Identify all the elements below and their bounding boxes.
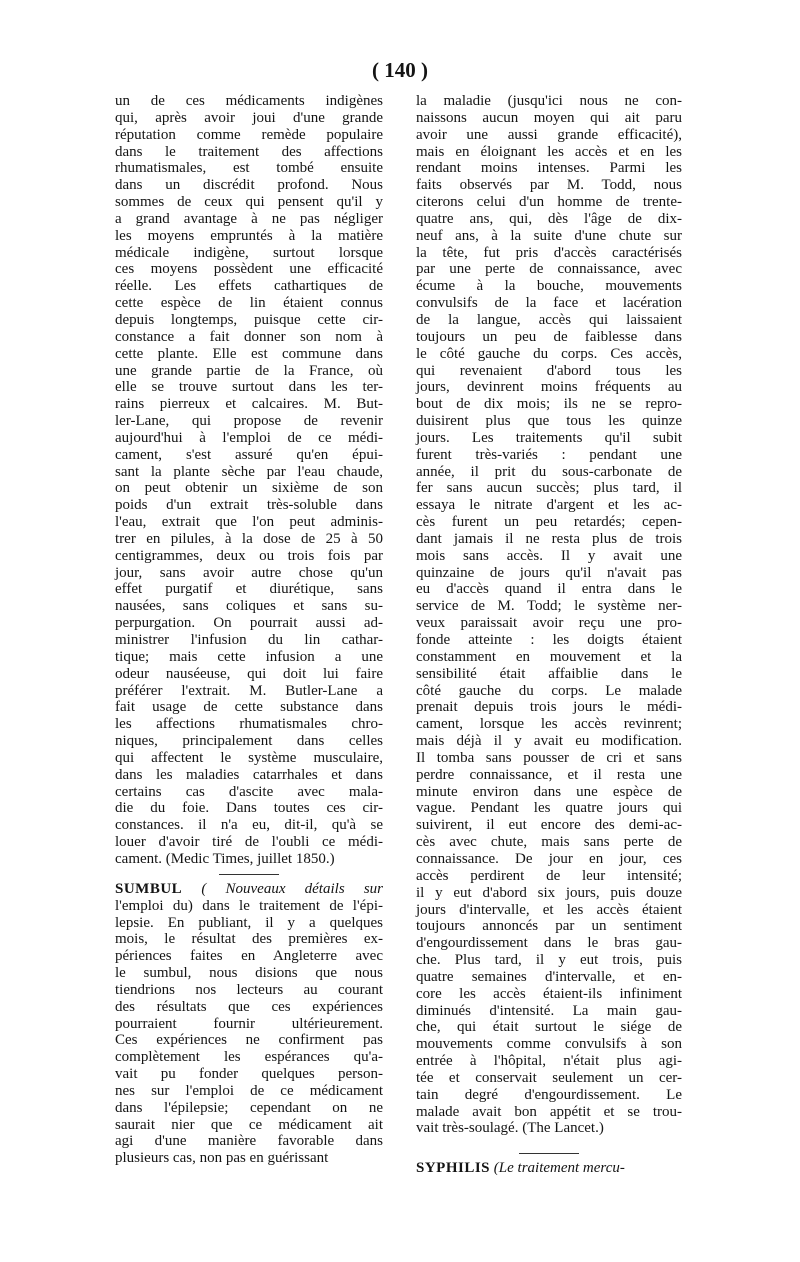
text-line: aujourd'hui à l'emploi de ce médi- (115, 429, 383, 446)
text-line: trer en pilules, à la dose de 25 à 50 (115, 530, 383, 547)
text-line: un de ces médicaments indigènes (115, 93, 383, 109)
text-line: toujours un peu de faiblesse dans (416, 328, 682, 345)
text-line: elle se trouve surtout dans les ter- (115, 379, 383, 396)
text-line: mais déjà il y avait eu modification. (416, 733, 682, 750)
text-line: cès avec chute, mais sans perte de (416, 834, 682, 851)
text-line: le côté gauche du corps. Ces accès, (416, 345, 682, 362)
page-number: ( 140 ) (372, 58, 428, 82)
text-line: médicale indigène, surtout lorsque (115, 244, 383, 261)
text-line: minute environ dans une espèce de (416, 783, 682, 800)
text-line: tain degré d'engourdissement. Le (416, 1086, 682, 1103)
text-line: prenait depuis trois jours le médi- (416, 699, 682, 716)
text-line: diminués d'intensité. La main gau- (416, 1002, 682, 1019)
text-line: accès perdirent de leur intensité; (416, 867, 682, 884)
text-line: core les accès étaient-ils infiniment (416, 985, 682, 1002)
text-line: veux paraissait avoir reçu une pro- (416, 615, 682, 632)
text-line: toujours annoncés par un sentiment (416, 918, 682, 935)
text-line: sommes de ceux qui pensent qu'il y (115, 194, 383, 211)
text-line: jours, devinrent moins fréquents au (416, 379, 682, 396)
text-line: Ces expériences ne confirment pas (115, 1032, 383, 1049)
text-line: tée et conservait seulement un cer- (416, 1069, 682, 1086)
text-line: perdre connaissance, et il resta une (416, 766, 682, 783)
text-line: agi d'une manière favorable dans (115, 1133, 383, 1150)
text-line: les affections rhumatismales chro- (115, 716, 383, 733)
text-line: constance a fait donner son nom à (115, 328, 383, 345)
text-line: ministrer l'infusion du lin cathar- (115, 632, 383, 648)
text-line: tiendrions nos lecteurs au courant (115, 981, 383, 998)
text-line: dant jamais il ne resta plus de trois (416, 530, 682, 547)
text-line: cette espèce de lin étaient connus (115, 295, 383, 312)
text-line: côté gauche du corps. Le malade (416, 682, 682, 699)
text-line: périences faites en Angleterre avec (115, 948, 383, 965)
text-line: essaya le nitrate d'argent et les ac- (416, 497, 682, 514)
article-head-rest: (Le traitement mercu- (490, 1160, 625, 1177)
text-line: la maladie (jusqu'ici nous ne con- (416, 93, 682, 109)
right-column (416, 93, 682, 1177)
text-line: perpurgation. On pourrait aussi ad- (115, 615, 383, 632)
text-line: écume à la bouche, mouvements (416, 278, 682, 295)
text-line: complètement les espérances qu'a- (115, 1049, 383, 1066)
text-line: citerons celui d'un homme de trente- (416, 194, 682, 211)
right-paragraph-1 (416, 93, 682, 1137)
article-heading-line (115, 881, 383, 898)
text-line: die du foie. Dans toutes ces cir- (115, 800, 383, 817)
text-line: rhumatismales, est tombé ensuite (115, 160, 383, 177)
text-line: entrée à l'hôpital, n'était plus agi- (416, 1053, 682, 1070)
text-line: sant la plante sèche par l'eau chaude, (115, 463, 383, 480)
text-line: ler-Lane, qui propose de revenir (115, 413, 383, 430)
text-line: sensibilité était affaiblie dans le (416, 665, 682, 682)
article-head-word: SUMBUL (115, 880, 183, 897)
text-line: louer d'avoir tiré de l'oubli ce médi- (115, 834, 383, 851)
text-line: par une perte de connaissance, avec (416, 261, 682, 278)
text-line: jour, sans avoir autre chose qu'un (115, 564, 383, 581)
text-line: vait très-soulagé. (The Lancet.) (416, 1120, 604, 1137)
text-line: dans les maladies catarrhales et dans (115, 766, 383, 783)
text-line: des résultats que ces expériences (115, 998, 383, 1015)
text-line: convulsifs de la face et lacération (416, 295, 682, 312)
text-line: mois sans accès. Il y avait une (416, 547, 682, 564)
text-line: che, qui était surtout le siége de (416, 1019, 682, 1036)
text-line: qui affectent le système musculaire, (115, 749, 383, 766)
text-line: jours d'intervalle, et les accès étaient (416, 901, 682, 918)
text-line: ces moyens possèdent une efficacité (115, 261, 383, 278)
text-line: avoir une aussi grande efficacité), (416, 126, 682, 143)
text-line: centigrammes, deux ou trois fois par (115, 547, 383, 564)
text-line: nes sur l'emploi de ce médicament (115, 1082, 383, 1099)
article-head-word: SYPHILIS (416, 1160, 491, 1177)
text-line: duisirent plus que tous les quinze (416, 413, 682, 430)
text-line: l'emploi du) dans le traitement de l'épi- (115, 897, 383, 914)
text-line: naissons aucun moyen qui ait paru (416, 109, 682, 126)
text-line: bout de dix mois; ils ne se repro- (416, 396, 682, 413)
text-line: quatre semaines d'intervalle, et en- (416, 968, 682, 985)
text-line: cette plante. Elle est commune dans (115, 345, 383, 362)
text-line: cès furent un peu retardés; cepen- (416, 514, 682, 531)
article-head-rest: ( Nouveaux détails sur (182, 880, 383, 897)
text-line: rains pierreux et calcaires. M. But- (115, 396, 383, 413)
left-paragraph-2 (115, 898, 383, 1168)
section-divider (519, 1153, 579, 1154)
text-line: dans le traitement des affections (115, 143, 383, 160)
text-line: jours. Les traitements qu'il subit (416, 429, 682, 446)
text-line: réelle. Les effets cathartiques de (115, 278, 383, 295)
text-line: depuis longtemps, puisque cette cir- (115, 311, 383, 328)
text-line: une grande partie de la France, où (115, 362, 383, 379)
sumbul-article (115, 881, 383, 1167)
text-line: suivirent, il eut encore des demi-ac- (416, 817, 682, 834)
text-line: qui revenaient d'abord tous les (416, 362, 682, 379)
text-line: la tête, fut pris d'accès caractérisés (416, 244, 682, 261)
text-line: faits observés par M. Todd, nous (416, 177, 682, 194)
text-line: certains cas d'ascite avec mala- (115, 783, 383, 800)
text-line: mois, le résultat des premières ex- (115, 931, 383, 948)
text-line: effet purgatif et diurétique, sans (115, 581, 383, 598)
left-column (115, 93, 383, 1167)
text-line: fait usage de cette substance dans (115, 699, 383, 716)
text-line: che. Plus tard, il y eut trois, puis (416, 952, 682, 969)
text-line: préférer l'extrait. M. Butler-Lane a (115, 682, 383, 699)
text-line: lepsie. En publiant, il y a quelques (115, 914, 383, 931)
text-line: d'engourdissement dans le bras gau- (416, 935, 682, 952)
paragraph-gap (416, 1137, 682, 1147)
text-line: a grand avantage à ne pas négliger (115, 210, 383, 227)
text-line: constances. il n'a eu, dit-il, qu'à se (115, 817, 383, 834)
section-divider (219, 874, 279, 875)
text-line: quatre ans, qui, dès l'âge de dix- (416, 210, 682, 227)
text-line: on peut obtenir un sixième de son (115, 480, 383, 497)
text-line: dans un discrédit profond. Nous (115, 177, 383, 194)
text-line: fer sans aucun succès; plus tard, il (416, 480, 682, 497)
text-line: constamment en mouvement et la (416, 648, 682, 665)
text-line: cament, s'est assuré qu'en épui- (115, 446, 383, 463)
text-line: l'eau, extrait que l'on peut adminis- (115, 514, 383, 531)
text-line: mouvements comme convulsifs à son (416, 1036, 682, 1053)
text-line: cament, lorsque les accès revinrent; (416, 716, 682, 733)
text-line: cament. (Medic Times, juillet 1850.) (115, 850, 335, 867)
text-line: vague. Pendant les quatre jours qui (416, 800, 682, 817)
text-line: vait pu fonder quelques person- (115, 1066, 383, 1083)
text-line: poids d'un extrait très-soluble dans (115, 497, 383, 514)
text-line: le sumbul, nous disions que nous (115, 965, 383, 982)
text-line: réputation comme remède populaire (115, 126, 383, 143)
text-line: fonde atteinte : les doigts étaient (416, 632, 682, 648)
text-line: service de M. Todd; le système ner- (416, 598, 682, 615)
text-line: pourraient fournir ultérieurement. (115, 1015, 383, 1032)
text-line: niques, principalement dans celles (115, 733, 383, 750)
text-line: mais en éloignant les accès et en les (416, 143, 682, 160)
text-line: Il tomba sans pousser de cri et sans (416, 749, 682, 766)
text-line: saurait nier que ce médicament ait (115, 1116, 383, 1133)
text-line: tique; mais cette infusion a une (115, 648, 383, 665)
text-line: furent très-variés : pendant une (416, 446, 682, 463)
text-line: nausées, sans coliques et sans su- (115, 598, 383, 615)
text-line: odeur nauséeuse, qui doit lui faire (115, 665, 383, 682)
text-line: plusieurs cas, non pas en guérissant (115, 1150, 329, 1167)
text-line: les moyens empruntés à la matière (115, 227, 383, 244)
text-line: quinzaine de jours qu'il n'avait pas (416, 564, 682, 581)
text-line: qui, après avoir joui d'une grande (115, 109, 383, 126)
text-line: de la langue, accès qui laissaient (416, 311, 682, 328)
syphilis-heading-line (416, 1160, 682, 1177)
text-line: connaissance. De jour en jour, ces (416, 850, 682, 867)
text-line: eu d'accès quand il entra dans le (416, 581, 682, 598)
text-line: il y eut d'abord six jours, puis douze (416, 884, 682, 901)
text-line: dans l'épilepsie; cependant on ne (115, 1099, 383, 1116)
text-line: malade avait bon appétit et se trou- (416, 1103, 682, 1120)
text-line: rendant moins intenses. Parmi les (416, 160, 682, 177)
text-line: neuf ans, à la suite d'une chute sur (416, 227, 682, 244)
text-line: année, il prit du sous-carbonate de (416, 463, 682, 480)
left-paragraph-1 (115, 93, 383, 868)
